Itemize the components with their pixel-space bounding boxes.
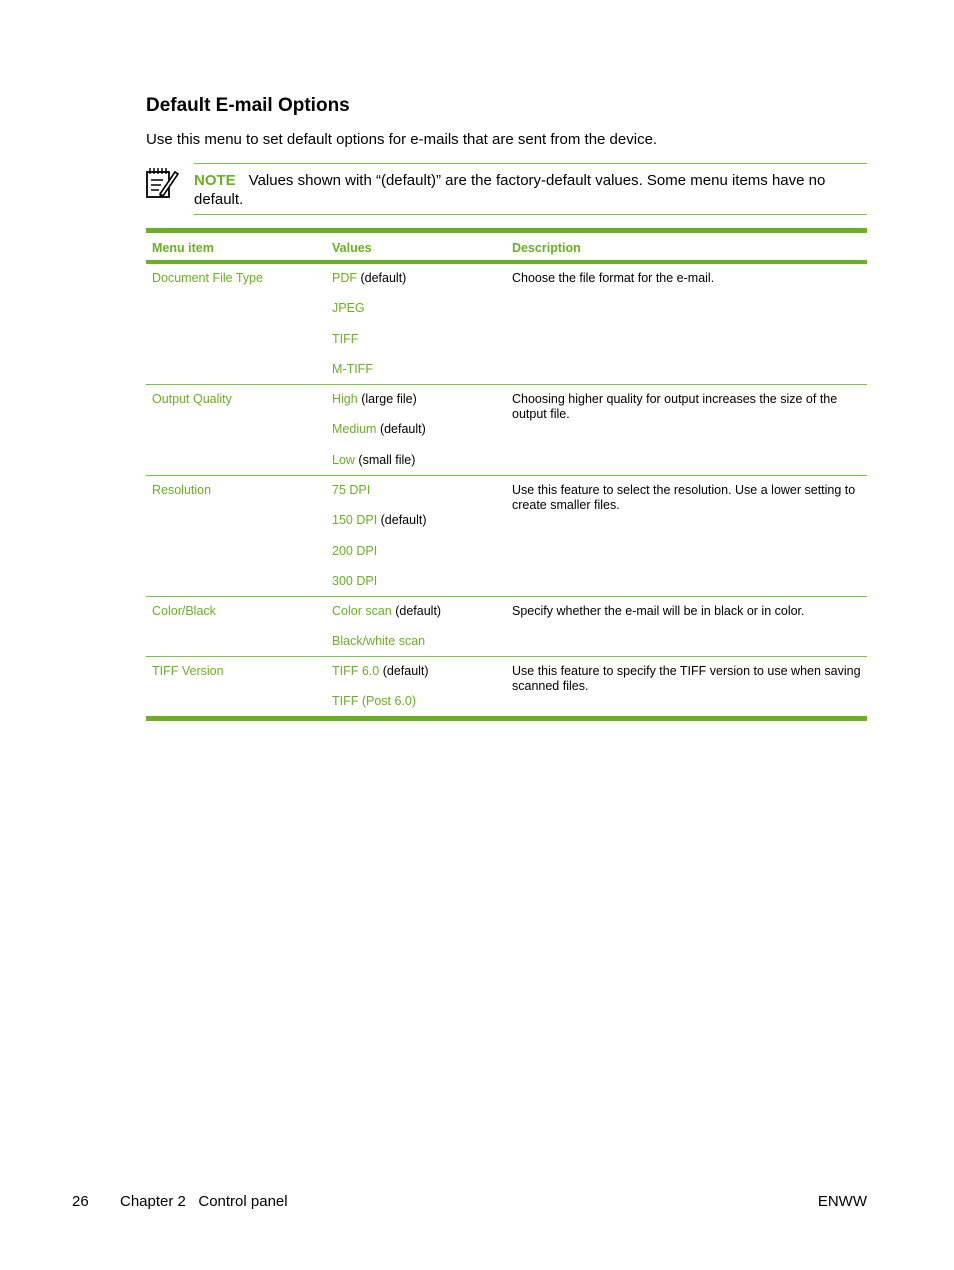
menu-item-cell: Resolution (152, 483, 212, 497)
value-option: TIFF (Post 6.0) (332, 694, 417, 709)
menu-item-cell: Color/Black (152, 604, 216, 618)
note-box (194, 163, 867, 215)
menu-item-cell: Document File Type (152, 271, 263, 285)
header-description: Description (512, 241, 581, 255)
description-cell: Specify whether the e-mail will be in black or in color. (512, 604, 805, 618)
values-cell (326, 385, 506, 475)
value-option: 200 DPI (332, 543, 378, 558)
value-option: M-TIFF (332, 361, 373, 376)
section-heading: Default E-mail Options (146, 95, 350, 116)
table-row (146, 597, 867, 657)
value-option: Color scan (default) (332, 604, 442, 618)
value-option: 300 DPI (332, 573, 378, 588)
value-option: PDF (default) (332, 271, 407, 285)
chapter-label: Chapter 2 Control panel (120, 1193, 288, 1210)
note-text (194, 171, 867, 209)
table-row (146, 264, 867, 385)
document-code: ENWW (817, 1193, 867, 1210)
value-option: JPEG (332, 301, 365, 316)
values-cell (326, 597, 506, 656)
description-cell: Choosing higher quality for output increases the size of the output file. (512, 392, 838, 421)
values-cell (326, 264, 506, 384)
note-body: Values shown with “(default)” are the factory-default values. Some menu items have no default. (194, 172, 826, 208)
header-values: Values (332, 241, 372, 255)
description-cell: Use this feature to specify the TIFF version to use when saving scanned files. (512, 664, 861, 693)
header-menu-item: Menu item (152, 241, 214, 255)
value-option: TIFF (332, 331, 359, 346)
value-option: Medium (default) (332, 422, 426, 437)
description-cell: Choose the file format for the e-mail. (512, 271, 715, 285)
menu-item-cell: Output Quality (152, 392, 232, 406)
value-option: TIFF 6.0 (default) (332, 664, 429, 678)
value-option: Black/white scan (332, 634, 426, 649)
page-number: 26 (72, 1193, 89, 1210)
value-option: High (large file) (332, 392, 417, 406)
table-header (146, 233, 867, 264)
menu-item-cell: TIFF Version (152, 664, 224, 678)
table-row (146, 657, 867, 716)
note-label: NOTE (194, 172, 236, 189)
value-option: Low (small file) (332, 452, 416, 467)
description-cell: Use this feature to select the resolution. Use a lower setting to create smaller files. (512, 483, 856, 512)
notepad-pencil-icon (144, 166, 180, 200)
table-row (146, 476, 867, 597)
values-cell (326, 476, 506, 596)
options-table (146, 228, 867, 721)
value-option: 75 DPI (332, 483, 371, 497)
table-row (146, 385, 867, 476)
value-option: 150 DPI (default) (332, 513, 427, 528)
values-cell (326, 657, 506, 716)
intro-paragraph: Use this menu to set default options for e-mails that are sent from the device. (146, 131, 658, 148)
